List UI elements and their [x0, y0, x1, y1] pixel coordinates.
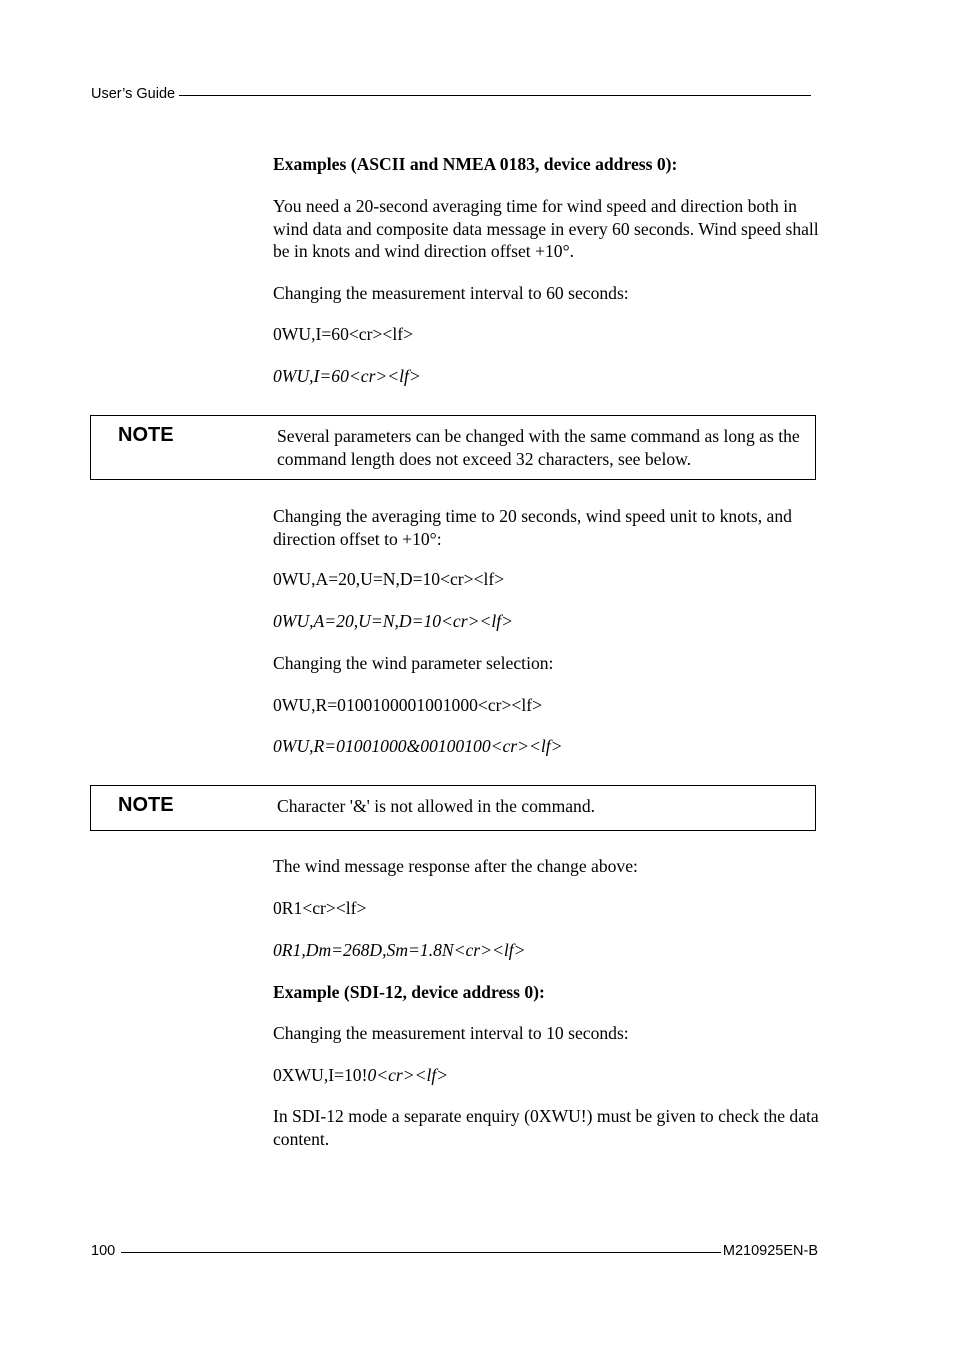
header-title: User’s Guide [91, 86, 176, 102]
step1-label: Changing the measurement interval to 60 seconds: [273, 283, 629, 303]
step2-command: 0WU,A=20,U=N,D=10<cr><lf> [273, 569, 505, 589]
step3-command: 0WU,R=0100100001001000<cr><lf> [273, 695, 543, 715]
step4-command: 0R1<cr><lf> [273, 898, 367, 918]
note-label: NOTE [118, 794, 174, 816]
closing-paragraph: In SDI-12 mode a separate enquiry (0XWU!) must be given to check the data content. [273, 1106, 819, 1149]
step4-label: The wind message response after the change above: [273, 856, 638, 876]
heading-ascii-examples: Examples (ASCII and NMEA 0183, device address 0): [273, 154, 678, 174]
note-label: NOTE [118, 424, 174, 446]
note-box-2 [90, 785, 816, 831]
step5-label: Changing the measurement interval to 10 seconds: [273, 1023, 629, 1043]
step2-response: 0WU,A=20,U=N,D=10<cr><lf> [273, 611, 513, 631]
step2-label: Changing the averaging time to 20 seconds, wind speed unit to knots, and direction offset to +10°: [273, 506, 792, 549]
document-id: M210925EN-B [722, 1243, 818, 1259]
page-footer [91, 1243, 818, 1259]
step3-response: 0WU,R=01001000&00100100<cr><lf> [273, 736, 563, 756]
footer-rule [121, 1252, 721, 1253]
page-header [91, 86, 811, 102]
step4-response: 0R1,Dm=268D,Sm=1.8N<cr><lf> [273, 940, 526, 960]
page-number: 100 [91, 1243, 116, 1259]
step1-command: 0WU,I=60<cr><lf> [273, 324, 413, 344]
step5-command-line [273, 1064, 821, 1087]
intro-paragraph: You need a 20-second averaging time for wind speed and direction both in wind data and composite data message in every 60 seconds. Wind speed shall be in knots and wind direction offset +10°. [273, 196, 819, 261]
note-box-1 [90, 415, 816, 480]
step5-response: 0<cr><lf> [367, 1065, 449, 1085]
note-text: Character '&' is not allowed in the command. [277, 796, 596, 816]
header-rule [179, 95, 811, 96]
step3-label: Changing the wind parameter selection: [273, 653, 554, 673]
note-text: Several parameters can be changed with the same command as long as the command length does not exceed 32 characters, see below. [277, 426, 800, 469]
heading-sdi-example: Example (SDI-12, device address 0): [273, 982, 545, 1002]
step1-response: 0WU,I=60<cr><lf> [273, 366, 421, 386]
step5-command: 0XWU,I=10! [273, 1065, 368, 1085]
